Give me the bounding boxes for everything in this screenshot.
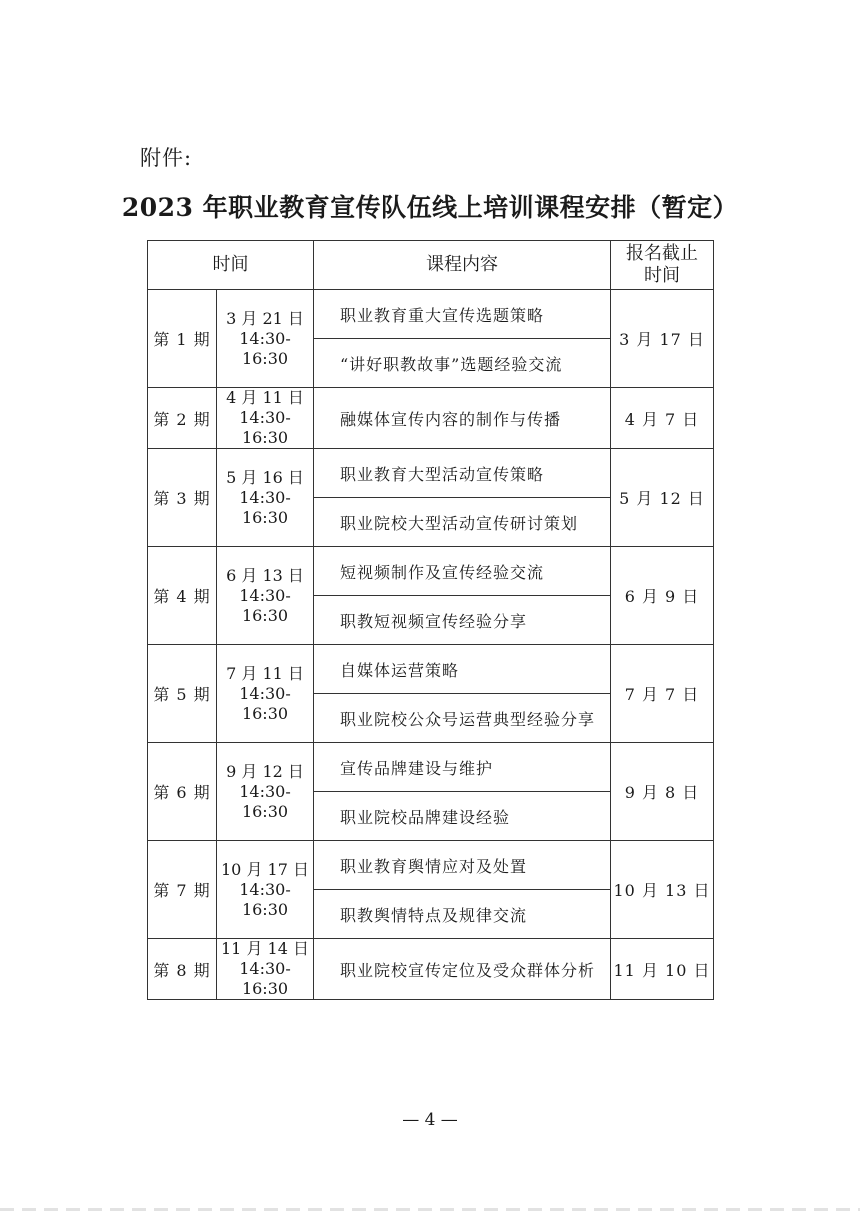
- date-cell: [217, 449, 314, 547]
- session-date: 5 月 16 日: [226, 467, 304, 487]
- course-cell: 宣传品牌建设与维护: [314, 743, 611, 792]
- date-cell: [217, 645, 314, 743]
- course-cell: 自媒体运营策略: [314, 645, 611, 694]
- table-row: [148, 547, 714, 596]
- attachment-label: 附件:: [140, 146, 193, 170]
- session-date: 6 月 13 日: [226, 565, 304, 585]
- session-time: 14:30-16:30: [239, 408, 291, 447]
- table-row: [148, 743, 714, 792]
- date-cell: [217, 547, 314, 645]
- course-cell: 职教短视频宣传经验分享: [314, 596, 611, 645]
- session-date: 10 月 17 日: [221, 859, 309, 879]
- deadline-cell: 11 月 10 日: [611, 939, 714, 1000]
- table-row: [148, 290, 714, 339]
- deadline-cell: 3 月 17 日: [611, 290, 714, 388]
- deadline-cell: 5 月 12 日: [611, 449, 714, 547]
- session-time: 14:30-16:30: [239, 781, 291, 821]
- session-time: 14:30-16:30: [239, 879, 291, 919]
- table-row: [148, 449, 714, 498]
- table-row: [148, 388, 714, 449]
- date-cell: [217, 388, 314, 449]
- course-cell: 职业院校大型活动宣传研讨策划: [314, 498, 611, 547]
- period-cell: 第 7 期: [148, 841, 217, 939]
- course-cell: 职业院校品牌建设经验: [314, 792, 611, 841]
- period-cell: 第 5 期: [148, 645, 217, 743]
- date-cell: [217, 743, 314, 841]
- period-cell: 第 3 期: [148, 449, 217, 547]
- course-cell: 短视频制作及宣传经验交流: [314, 547, 611, 596]
- deadline-cell: 10 月 13 日: [611, 841, 714, 939]
- document-title: 2023 年职业教育宣传队伍线上培训课程安排（暂定）: [121, 193, 739, 222]
- scan-edge-line: [0, 1208, 860, 1211]
- table-row: [148, 645, 714, 694]
- page-number: — 4 —: [402, 1110, 458, 1130]
- table-row: [148, 939, 714, 1000]
- header-content: 课程内容: [314, 241, 611, 290]
- session-date: 11 月 14 日: [221, 939, 309, 958]
- course-cell: 职业教育舆情应对及处置: [314, 841, 611, 890]
- course-cell: 职教舆情特点及规律交流: [314, 890, 611, 939]
- session-date: 9 月 12 日: [226, 761, 304, 781]
- period-cell: 第 1 期: [148, 290, 217, 388]
- period-cell: 第 6 期: [148, 743, 217, 841]
- date-cell: [217, 939, 314, 1000]
- deadline-cell: 4 月 7 日: [611, 388, 714, 449]
- session-time: 14:30-16:30: [239, 487, 291, 527]
- session-date: 3 月 21 日: [226, 308, 304, 328]
- session-date: 4 月 11 日: [226, 388, 304, 407]
- period-cell: 第 4 期: [148, 547, 217, 645]
- date-cell: [217, 841, 314, 939]
- date-cell: [217, 290, 314, 388]
- course-cell: 融媒体宣传内容的制作与传播: [314, 388, 611, 449]
- header-time: 时间: [148, 241, 314, 290]
- deadline-cell: 6 月 9 日: [611, 547, 714, 645]
- period-cell: 第 8 期: [148, 939, 217, 1000]
- course-cell: 职业教育大型活动宣传策略: [314, 449, 611, 498]
- session-time: 14:30-16:30: [239, 328, 291, 368]
- table-header-row: [148, 241, 714, 290]
- session-date: 7 月 11 日: [226, 663, 304, 683]
- table-row: [148, 841, 714, 890]
- course-cell: “讲好职教故事”选题经验交流: [314, 339, 611, 388]
- header-deadline: 报名截止时间: [611, 241, 714, 290]
- schedule-table: [147, 240, 714, 1000]
- course-cell: 职业院校宣传定位及受众群体分析: [314, 939, 611, 1000]
- course-cell: 职业院校公众号运营典型经验分享: [314, 694, 611, 743]
- table-body: [148, 290, 714, 1000]
- deadline-cell: 9 月 8 日: [611, 743, 714, 841]
- session-time: 14:30-16:30: [239, 585, 291, 625]
- deadline-cell: 7 月 7 日: [611, 645, 714, 743]
- period-cell: 第 2 期: [148, 388, 217, 449]
- session-time: 14:30-16:30: [239, 959, 291, 998]
- session-time: 14:30-16:30: [239, 683, 291, 723]
- course-cell: 职业教育重大宣传选题策略: [314, 290, 611, 339]
